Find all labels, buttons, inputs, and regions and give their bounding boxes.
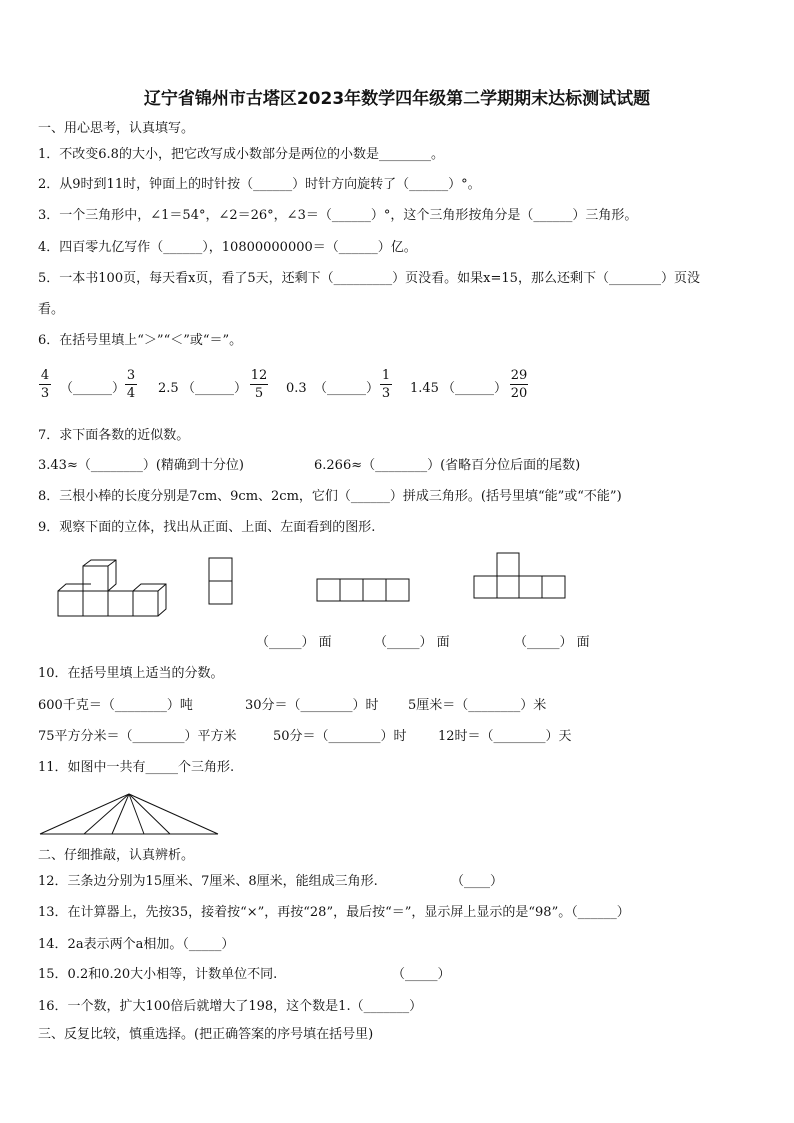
question-10: 10．在括号里填上适当的分数。 bbox=[38, 666, 224, 681]
question-14: 14．2a表示两个a相加。（_____） bbox=[38, 937, 235, 952]
question-11: 11．如图中一共有_____个三角形. bbox=[38, 760, 235, 775]
question-3: 3．一个三角形中，∠1＝54°，∠2＝26°，∠3＝（______）°，这个三角形按角分是（______）三角形。 bbox=[38, 208, 638, 223]
question-7b: 6.266≈（________）(省略百分位后面的尾数) bbox=[314, 458, 581, 473]
question-2: 2．从9时到11时，钟面上的时针按（______）时针方向旋转了（______）°。 bbox=[38, 177, 481, 192]
fraction-1-3: 1 3 bbox=[381, 368, 391, 401]
question-12-blank[interactable]: （____） bbox=[451, 874, 504, 889]
value-2-5: 2.5 bbox=[158, 381, 179, 396]
question-4: 4．四百零九亿写作（______），10800000000＝（______）亿。 bbox=[38, 240, 417, 255]
question-7: 7．求下面各数的近似数。 bbox=[38, 428, 190, 443]
triangle-fan-figure bbox=[40, 793, 220, 835]
fraction-12-5: 12 5 bbox=[250, 368, 268, 401]
question-9: 9．观察下面的立体，找出从正面、上面、左面看到的图形. bbox=[38, 520, 376, 535]
question-6: 6．在括号里填上“＞”“＜”或“＝”。 bbox=[38, 333, 243, 348]
section-3-heading: 三、反复比较，慎重选择。(把正确答案的序号填在括号里) bbox=[38, 1027, 374, 1042]
fraction-4-3: 4 3 bbox=[40, 368, 50, 401]
view-label-3: （_____） 面 bbox=[514, 635, 590, 650]
question-5-line-2: 看。 bbox=[38, 302, 65, 317]
question-1: 1．不改变6.8的大小，把它改写成小数部分是两位的小数是________。 bbox=[38, 147, 444, 162]
section-2-heading: 二、仔细推敲，认真辨析。 bbox=[38, 848, 195, 863]
question-5-line-1: 5．一本书100页，每天看x页，看了5天，还剩下（_________）页没看。如果x=15，那么还剩下（________）页没 bbox=[38, 271, 700, 286]
question-16: 16．一个数，扩大100倍后就增大了198，这个数是1.（_______） bbox=[38, 999, 423, 1014]
question-15-blank[interactable]: （_____） bbox=[392, 967, 451, 982]
question-15: 15．0.2和0.20大小相等，计数单位不同. bbox=[38, 967, 278, 982]
view-label-2: （_____） 面 bbox=[374, 635, 450, 650]
question-10-row1-c: 5厘米＝（________）米 bbox=[408, 698, 547, 713]
compare-blank-4[interactable]: （______） bbox=[442, 381, 508, 396]
value-1-45: 1.45 bbox=[410, 381, 439, 396]
question-10-row1-a: 600千克＝（________）吨 bbox=[38, 698, 193, 713]
question-13: 13．在计算器上，先按35，接着按“×”，再按“28”，最后按“＝”，显示屏上显示的是“98”。（______） bbox=[38, 905, 630, 920]
question-8: 8．三根小棒的长度分别是7cm、9cm、2cm，它们（______）拼成三角形。(括号里填“能”或“不能”) bbox=[38, 489, 622, 504]
compare-blank-2[interactable]: （______） bbox=[182, 381, 248, 396]
fraction-3-4: 3 4 bbox=[126, 368, 136, 401]
question-10-row2-c: 12时＝（________）天 bbox=[438, 729, 572, 744]
compare-blank-1[interactable]: （______） bbox=[60, 381, 126, 396]
view-figure-vertical-pair bbox=[208, 557, 234, 605]
view-figure-t-shape bbox=[473, 552, 567, 599]
question-7a: 3.43≈（________）(精确到十分位) bbox=[38, 458, 244, 473]
fraction-29-20: 29 20 bbox=[510, 368, 528, 401]
value-0-3: 0.3 bbox=[286, 381, 307, 396]
view-figure-row-of-four bbox=[316, 578, 410, 602]
question-10-row2-b: 50分＝（________）时 bbox=[273, 729, 407, 744]
compare-blank-3[interactable]: （______） bbox=[314, 381, 380, 396]
question-10-row2-a: 75平方分米＝（________）平方米 bbox=[38, 729, 237, 744]
view-label-1: （_____） 面 bbox=[256, 635, 332, 650]
question-12: 12．三条边分别为15厘米、7厘米、8厘米，能组成三角形. bbox=[38, 874, 378, 889]
section-1-heading: 一、用心思考，认真填写。 bbox=[38, 121, 195, 136]
page-title: 辽宁省锦州市古塔区2023年数学四年级第二学期期末达标测试试题 bbox=[143, 89, 651, 109]
question-10-row1-b: 30分＝（________）时 bbox=[245, 698, 379, 713]
solid-figure-cubes bbox=[55, 560, 170, 620]
